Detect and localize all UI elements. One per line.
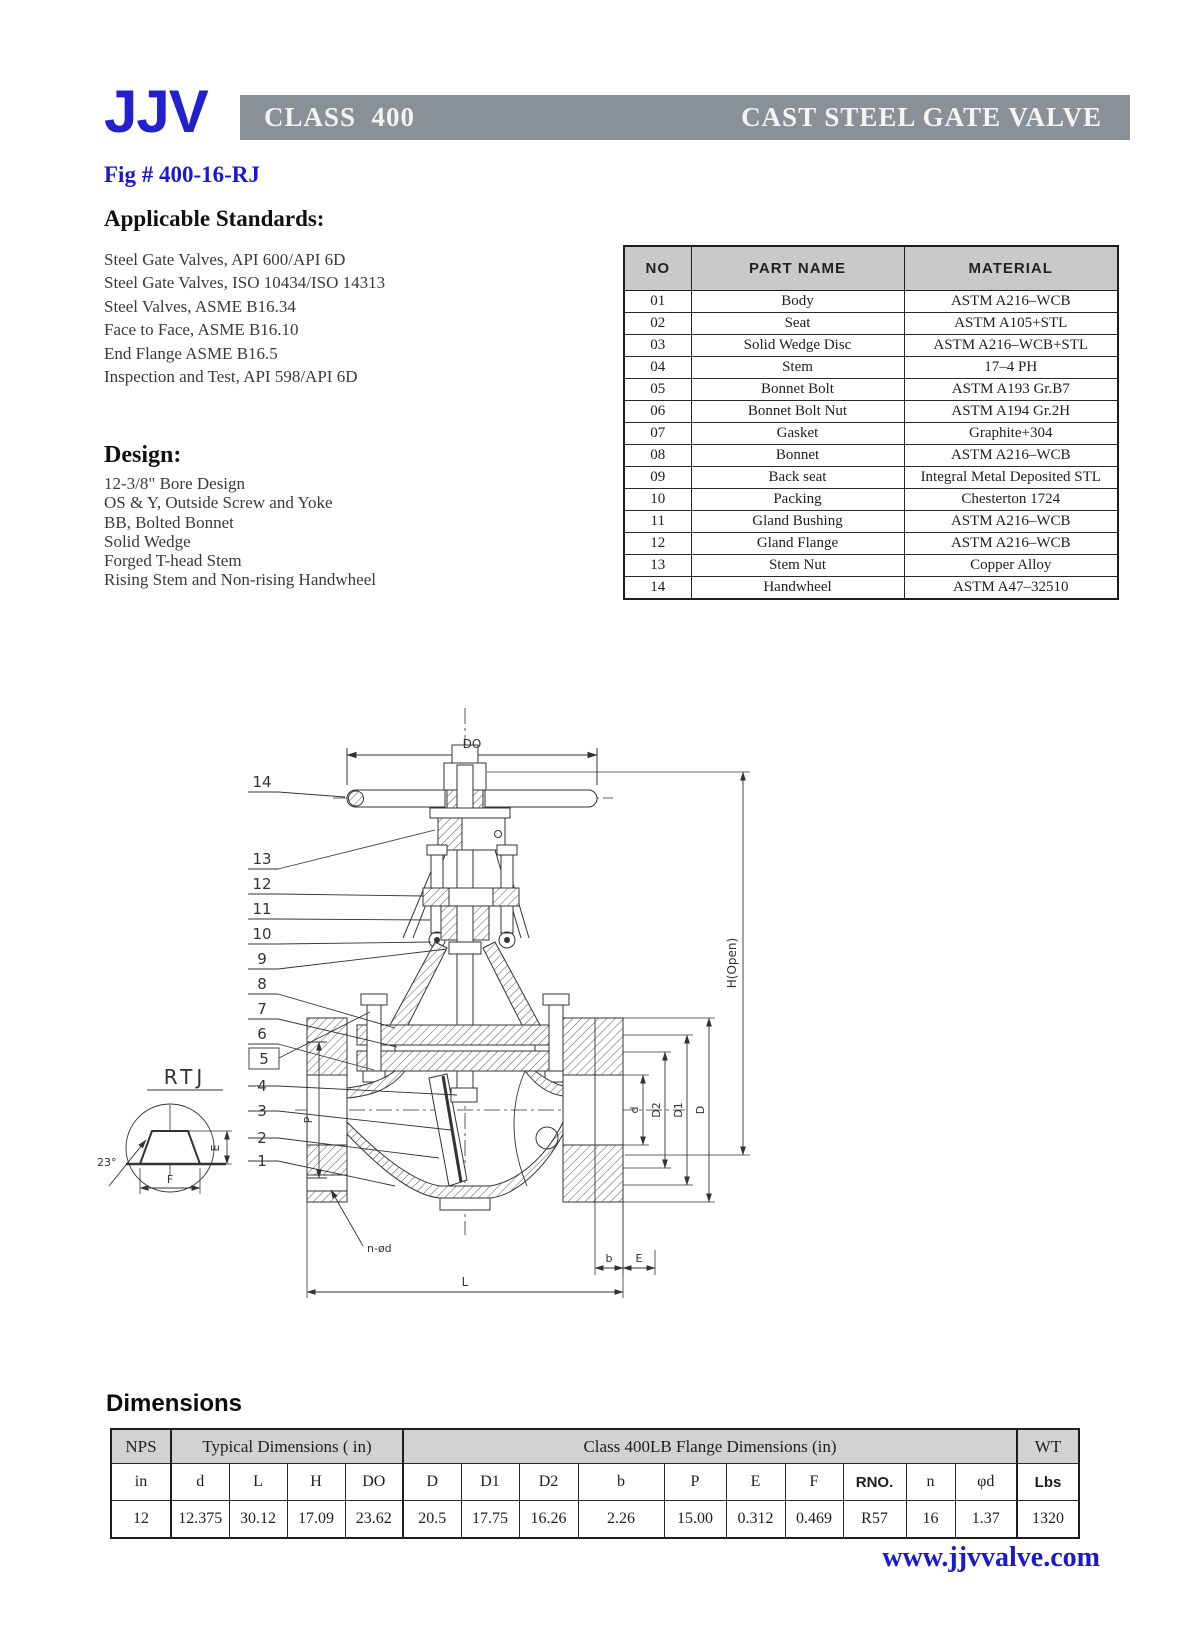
- dim-col: L: [229, 1464, 287, 1501]
- dim-n-od-label: n-ød: [367, 1242, 392, 1255]
- part-name: Seat: [691, 313, 904, 335]
- part-material: 17–4 PH: [904, 357, 1118, 379]
- callout-3: 3: [257, 1102, 267, 1120]
- dim-b-label: b: [605, 1252, 613, 1265]
- table-row: [624, 401, 1118, 423]
- part-material: ASTM A216–WCB: [904, 445, 1118, 467]
- callout-10: 10: [252, 925, 272, 943]
- part-material: ASTM A47–32510: [904, 577, 1118, 600]
- col-part-name: PART NAME: [691, 246, 904, 291]
- callout-2: 2: [257, 1129, 267, 1147]
- callout-4: 4: [257, 1077, 267, 1095]
- part-no: 10: [624, 489, 691, 511]
- design-item: BB, Bolted Bonnet: [104, 512, 234, 532]
- table-row: [624, 357, 1118, 379]
- part-material: ASTM A105+STL: [904, 313, 1118, 335]
- dim-col: Lbs: [1017, 1464, 1079, 1501]
- callout-11: 11: [252, 900, 272, 918]
- part-name: Stem: [691, 357, 904, 379]
- dim-col: D1: [461, 1464, 519, 1501]
- rtj-detail-label: RTJ: [163, 1065, 207, 1089]
- part-no: 09: [624, 467, 691, 489]
- dim-l-label: L: [461, 1275, 469, 1289]
- part-name: Gland Bushing: [691, 511, 904, 533]
- standards-heading: Applicable Standards:: [104, 206, 325, 231]
- part-material: Graphite+304: [904, 423, 1118, 445]
- dim-value: 30.12: [229, 1501, 287, 1539]
- figure-number: Fig # 400-16-RJ: [104, 162, 260, 187]
- dim-value: 20.5: [403, 1501, 461, 1539]
- dim-h-open-label: H(Open): [725, 937, 739, 989]
- design-item: Forged T-head Stem: [104, 551, 242, 571]
- part-no: 04: [624, 357, 691, 379]
- design-list: [104, 474, 376, 590]
- standards-item: Steel Gate Valves, ISO 10434/ISO 14313: [104, 273, 386, 293]
- dim-value: 12: [111, 1501, 171, 1539]
- dim-e-detail-label: E: [209, 1144, 222, 1152]
- callout-6: 6: [257, 1025, 267, 1043]
- part-material: ASTM A193 Gr.B7: [904, 379, 1118, 401]
- table-row: [624, 423, 1118, 445]
- part-material: Copper Alloy: [904, 555, 1118, 577]
- dim-col: D: [403, 1464, 461, 1501]
- table-row: [624, 445, 1118, 467]
- dim-col: in: [111, 1464, 171, 1501]
- col-material: MATERIAL: [904, 246, 1118, 291]
- part-material: ASTM A216–WCB: [904, 533, 1118, 555]
- callout-9: 9: [257, 950, 267, 968]
- dim-d1-label: D1: [672, 1102, 685, 1118]
- dimensions-column-header-row: [111, 1464, 1079, 1501]
- dim-value: 17.09: [287, 1501, 345, 1539]
- dimensions-table: [110, 1428, 1080, 1539]
- dim-d2-label: D2: [650, 1102, 663, 1118]
- design-heading: Design:: [104, 442, 182, 468]
- part-name: Handwheel: [691, 577, 904, 600]
- dim-f-label: F: [166, 1173, 174, 1186]
- dim-col: b: [578, 1464, 664, 1501]
- callout-8: 8: [257, 975, 267, 993]
- dim-value: 2.26: [578, 1501, 664, 1539]
- design-item: Rising Stem and Non-rising Handwheel: [104, 570, 376, 590]
- part-name: Gasket: [691, 423, 904, 445]
- callout-5: 5: [259, 1050, 269, 1068]
- part-name: Bonnet Bolt: [691, 379, 904, 401]
- dim-value: 12.375: [171, 1501, 229, 1539]
- design-item: Solid Wedge: [104, 531, 191, 551]
- dim-value: 0.469: [785, 1501, 843, 1539]
- callout-7: 7: [257, 1000, 267, 1018]
- table-row: [624, 511, 1118, 533]
- part-material: Chesterton 1724: [904, 489, 1118, 511]
- part-no: 13: [624, 555, 691, 577]
- dim-col: D2: [519, 1464, 578, 1501]
- table-row: [624, 291, 1118, 313]
- part-no: 01: [624, 291, 691, 313]
- group-typical: Typical Dimensions ( in): [171, 1429, 403, 1464]
- standards-item: Steel Gate Valves, API 600/API 6D: [104, 250, 346, 269]
- design-item: 12-3/8" Bore Design: [104, 474, 246, 493]
- part-name: Gland Flange: [691, 533, 904, 555]
- dim-col: n: [906, 1464, 955, 1501]
- part-name: Bonnet: [691, 445, 904, 467]
- table-row: [624, 379, 1118, 401]
- part-no: 07: [624, 423, 691, 445]
- dim-col: DO: [345, 1464, 403, 1501]
- part-no: 11: [624, 511, 691, 533]
- dim-value: 15.00: [664, 1501, 726, 1539]
- dim-col: H: [287, 1464, 345, 1501]
- group-flange: Class 400LB Flange Dimensions (in): [403, 1429, 1017, 1464]
- table-row: [624, 489, 1118, 511]
- part-no: 12: [624, 533, 691, 555]
- group-nps: NPS: [111, 1429, 171, 1464]
- table-row: [624, 335, 1118, 357]
- part-name: Stem Nut: [691, 555, 904, 577]
- part-material: ASTM A216–WCB+STL: [904, 335, 1118, 357]
- standards-list: [104, 248, 385, 388]
- class-label: CLASS 400: [264, 102, 416, 132]
- dim-d-big-label: D: [694, 1105, 707, 1115]
- dim-value: 23.62: [345, 1501, 403, 1539]
- dim-e-label: E: [635, 1252, 643, 1265]
- standards-item: End Flange ASME B16.5: [104, 343, 278, 363]
- part-material: Integral Metal Deposited STL: [904, 467, 1118, 489]
- standards-item: Face to Face, ASME B16.10: [104, 320, 299, 340]
- dim-p-label: P: [302, 1116, 315, 1124]
- standards-item: Inspection and Test, API 598/API 6D: [104, 366, 358, 386]
- table-row: [624, 467, 1118, 489]
- part-name: Packing: [691, 489, 904, 511]
- dimensions-value-row: [111, 1501, 1079, 1539]
- callout-1: 1: [257, 1152, 267, 1170]
- parts-header-row: [624, 246, 1118, 291]
- col-no: NO: [624, 246, 691, 291]
- dim-col: RNO.: [843, 1464, 906, 1501]
- standards-item: Steel Valves, ASME B16.34: [104, 296, 296, 316]
- dim-col: P: [664, 1464, 726, 1501]
- dim-col: F: [785, 1464, 843, 1501]
- part-no: 14: [624, 577, 691, 600]
- design-item: OS & Y, Outside Screw and Yoke: [104, 493, 333, 513]
- table-row: [624, 533, 1118, 555]
- dim-value: 1.37: [955, 1501, 1017, 1539]
- dimensions-heading: Dimensions: [106, 1390, 243, 1417]
- callout-14: 14: [252, 773, 272, 791]
- dim-do-label: DO: [462, 737, 482, 751]
- dim-value: R57: [843, 1501, 906, 1539]
- table-row: [624, 555, 1118, 577]
- angle-23-label: 23°: [97, 1156, 117, 1169]
- part-no: 05: [624, 379, 691, 401]
- table-row: [624, 313, 1118, 335]
- parts-table: [623, 245, 1119, 600]
- dim-col: E: [726, 1464, 785, 1501]
- part-no: 03: [624, 335, 691, 357]
- part-no: 06: [624, 401, 691, 423]
- part-name: Back seat: [691, 467, 904, 489]
- part-material: ASTM A216–WCB: [904, 511, 1118, 533]
- part-name: Bonnet Bolt Nut: [691, 401, 904, 423]
- callout-12: 12: [252, 875, 272, 893]
- dim-value: 16.26: [519, 1501, 578, 1539]
- dim-d-small-label: d: [628, 1106, 641, 1114]
- part-material: ASTM A194 Gr.2H: [904, 401, 1118, 423]
- jjv-logo: JJV: [104, 78, 208, 145]
- part-name: Body: [691, 291, 904, 313]
- page-title: CAST STEEL GATE VALVE: [741, 102, 1102, 132]
- part-material: ASTM A216–WCB: [904, 291, 1118, 313]
- dim-col: d: [171, 1464, 229, 1501]
- part-name: Solid Wedge Disc: [691, 335, 904, 357]
- dim-value: 1320: [1017, 1501, 1079, 1539]
- dim-value: 16: [906, 1501, 955, 1539]
- callout-13: 13: [252, 850, 272, 868]
- dim-col: φd: [955, 1464, 1017, 1501]
- dim-value: 0.312: [726, 1501, 785, 1539]
- part-no: 02: [624, 313, 691, 335]
- valve-cross-section-drawing: [95, 690, 955, 1355]
- header-bar: [240, 95, 1130, 140]
- dimensions-group-header-row: [111, 1429, 1079, 1464]
- table-row: [624, 577, 1118, 600]
- group-wt: WT: [1017, 1429, 1079, 1464]
- website-link[interactable]: www.jjvvalve.com: [882, 1542, 1100, 1573]
- dim-value: 17.75: [461, 1501, 519, 1539]
- part-no: 08: [624, 445, 691, 467]
